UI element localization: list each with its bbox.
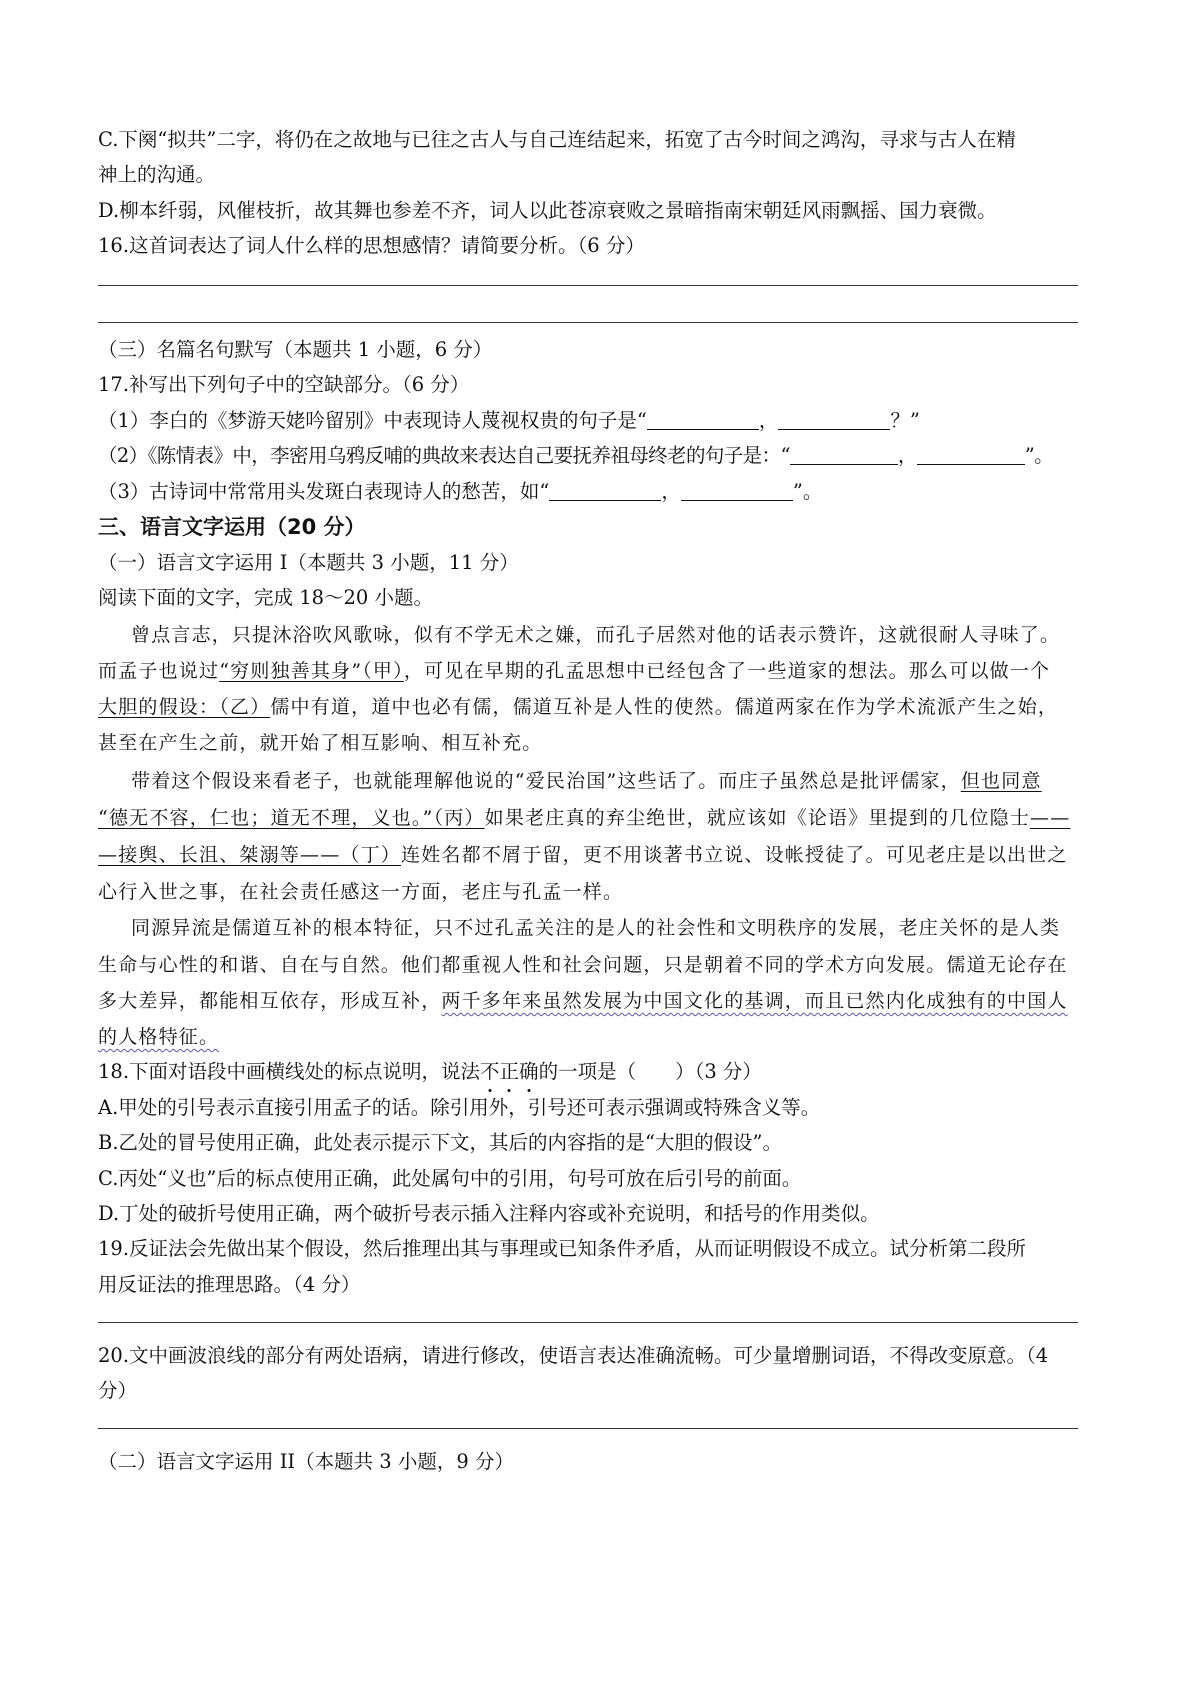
q17-item-1 (98, 406, 1108, 436)
passage-p3-line3 (98, 986, 1108, 1016)
q17-item1-sep: ， (758, 409, 779, 432)
emphasis-char: 不 (480, 1060, 500, 1083)
passage-p2-line4: 心行入世之事，在社会责任感这一方面，老庄与孔孟一样。 (98, 881, 624, 903)
passage-p2-line3 (98, 840, 1108, 870)
q17-item2-prefix: （2）《陈情表》中，李密用乌鸦反哺的典故来表达自己要抚养祖母终老的句子是：“ (98, 444, 790, 467)
q19-question-line2: 用反证法的推理思路。（4 分） (98, 1273, 361, 1296)
section-3-subheading: （三）名篇名句默写（本题共 1 小题，6 分） (98, 338, 493, 361)
q18-option-b: B.乙处的冒号使用正确，此处表示提示下文，其后的内容指的是“大胆的假设”。 (98, 1131, 782, 1154)
q17-item-2 (98, 441, 1108, 471)
part-3-heading: 三、语言文字运用（20 分） (98, 515, 366, 539)
q16-answer-line-2[interactable] (98, 322, 1078, 323)
q17-item3-blank-2[interactable] (681, 480, 793, 501)
passage-p1-text: ，可见在早期的孔孟思想中已经包含了一些道家的想法。那么可以做一个 (403, 660, 1051, 682)
q18-option-d: D.丁处的破折号使用正确，两个破折号表示插入注释内容或补充说明，和括号的作用类似。 (98, 1202, 880, 1225)
wavy-underlined-text: 两千多年来虽然发展为中国文化的基调，而且已然内化成独有的中国人 (441, 990, 1068, 1012)
q20-question-line2: 分） (98, 1379, 138, 1402)
passage-p3-line1: 同源异流是儒道互补的根本特征，只不过孔孟关注的是人的社会性和文明秩序的发展，老庄关怀的是人类 (131, 917, 1061, 939)
passage-p1-line1: 曾点言志，只提沐浴吹风歌咏，似有不学无术之嫌，而孔子居然对他的话表示赞许，这就很耐人寻味了。 (131, 624, 1061, 646)
passage-p2-text: 带着这个假设来看老子，也就能理解他说的“爱民治国”这些话了。而庄子虽然总是批评儒家， (131, 770, 961, 792)
q18-text: 18.下面对语段中画横线处的标点说明，说法 (98, 1060, 481, 1083)
q17-question: 17.补写出下列句子中的空缺部分。（6 分） (98, 373, 470, 396)
emphasis-char: 确 (519, 1060, 539, 1083)
q17-item1-blank-1[interactable] (647, 409, 759, 430)
q18-option-c: C.丙处“义也”后的标点使用正确，此处属句中的引用，句号可放在后引号的前面。 (98, 1167, 802, 1190)
underlined-dash: —— (1030, 807, 1071, 829)
q16-question: 16.这首词表达了词人什么样的思想感情？请简要分析。（6 分） (98, 234, 645, 257)
underlined-mark-ding: —接舆、长沮、桀溺等——（丁） (98, 844, 402, 866)
q17-item2-blank-1[interactable] (790, 444, 898, 465)
underlined-mark-yi: 大胆的假设：（乙） (98, 696, 271, 718)
underlined-text: 但也同意 (960, 770, 1042, 792)
passage-p2-text: 如果老庄真的弃尘绝世，就应该如《论语》里提到的几位隐士 (484, 807, 1031, 829)
q17-item3-sep: ， (661, 480, 681, 503)
passage-p2-line1 (131, 766, 1141, 796)
q18-text: 的一项是（ ）（3 分） (538, 1060, 762, 1083)
passage-p3-text: 多大差异，都能相互依存，形成互补， (98, 990, 442, 1012)
passage-p3-line4 (98, 1022, 1108, 1052)
q19-question-line1: 19.反证法会先做出某个假设，然后推理出其与事理或已知条件矛盾，从而证明假设不成立。试分析第二段所 (98, 1237, 1027, 1260)
passage-p1-text: 而孟子也说过 (98, 660, 220, 682)
wavy-underlined-text: 的人格特征。 (98, 1026, 220, 1048)
q18-question (98, 1057, 1108, 1087)
q17-item1-prefix: （1）李白的《梦游天姥吟留别》中表现诗人蔑视权贵的句子是“ (98, 409, 647, 432)
passage-p2-text: 连姓名都不屑于留，更不用谈著书立说、设帐授徒了。可见老庄是以出世之 (401, 844, 1068, 866)
q17-item3-suffix: ”。 (792, 480, 823, 503)
underlined-mark-jia: “穷则独善其身”（甲） (219, 660, 404, 682)
underlined-mark-bing: “德无不容，仁也；道无不理，义也。”（丙） (98, 807, 485, 829)
q17-item-3 (98, 477, 1108, 507)
q17-item2-sep: ， (897, 444, 917, 467)
emphasis-char: 正 (499, 1060, 520, 1083)
q15-option-d: D.柳本纤弱，风催枝折，故其舞也参差不齐，词人以此苍凉衰败之景暗指南宋朝廷风雨飘摇、国力衰微。 (98, 199, 997, 222)
q20-question-line1: 20.文中画波浪线的部分有两处语病，请进行修改，使语言表达准确流畅。可少量增删词语，不得改变原意。（4 (98, 1344, 1049, 1367)
q18-option-a: A.甲处的引号表示直接引用孟子的话。除引用外，引号还可表示强调或特殊含义等。 (98, 1096, 821, 1119)
passage-p1-line4: 甚至在产生之前，就开始了相互影响、相互补充。 (98, 732, 543, 754)
q19-answer-line[interactable] (98, 1322, 1078, 1323)
q17-item3-blank-1[interactable] (549, 480, 661, 501)
passage-instruction: 阅读下面的文字，完成 18～20 小题。 (98, 586, 434, 609)
passage-p1-text: 儒中有道，道中也必有儒，儒道互补是人性的使然。儒道两家在作为学术流派产生之始， (270, 696, 1059, 718)
part-3-sub2: （二）语言文字运用 II（本题共 3 小题，9 分） (98, 1450, 515, 1473)
passage-p1-line3 (98, 692, 1108, 722)
q20-answer-line[interactable] (98, 1428, 1078, 1429)
q17-item1-suffix: ？” (890, 409, 920, 432)
q15-option-c-line1: C.下阕“拟共”二字，将仍在之故地与已往之古人与自己连结起来，拓宽了古今时间之鸿沟，寻求与古人在精 (98, 128, 1016, 151)
passage-p2-line2 (98, 803, 1108, 833)
q17-item2-blank-2[interactable] (917, 444, 1025, 465)
part-3-sub1: （一）语言文字运用 I（本题共 3 小题，11 分） (98, 551, 519, 574)
q16-answer-line-1[interactable] (98, 285, 1078, 286)
q17-item3-prefix: （3）古诗词中常常用头发斑白表现诗人的愁苦，如“ (98, 480, 550, 503)
q17-item2-suffix: ”。 (1024, 444, 1054, 467)
passage-p3-line2: 生命与心性的和谐、自在与自然。他们都重视人性和社会问题，只是朝着不同的学术方向发展。儒道无论存在 (98, 954, 1068, 976)
q15-option-c-line2: 神上的沟通。 (98, 163, 216, 186)
passage-p1-line2 (98, 656, 1108, 686)
q17-item1-blank-2[interactable] (778, 409, 890, 430)
